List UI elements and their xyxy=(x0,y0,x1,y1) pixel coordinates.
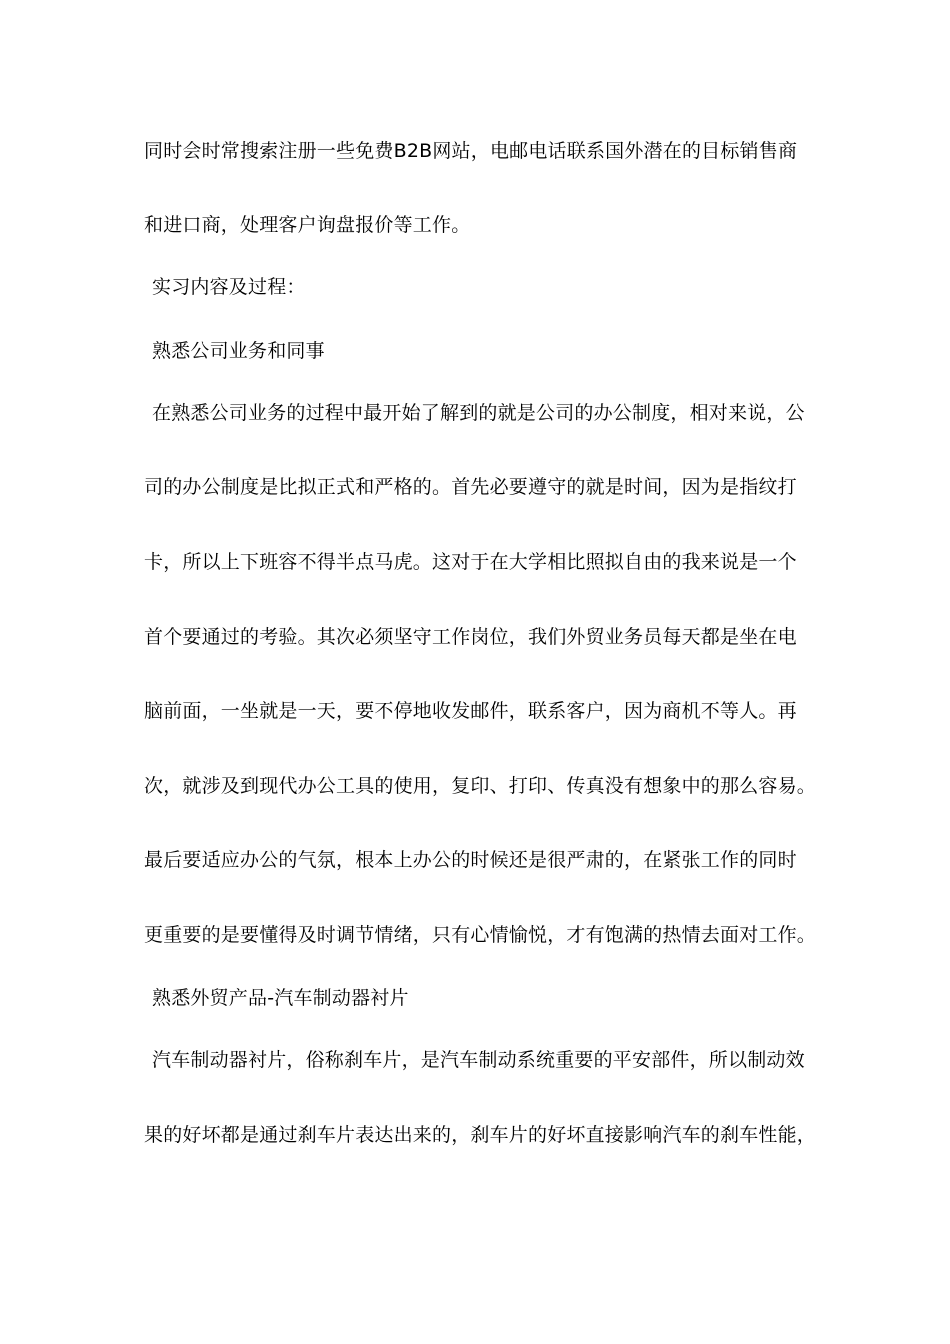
subsection-heading: 熟悉外贸产品-汽车制动器衬片 xyxy=(152,987,409,1009)
paragraph-line: 最后要适应办公的气氛，根本上办公的时候还是很严肃的，在紧张工作的同时 xyxy=(144,849,797,871)
paragraph-line: 在熟悉公司业务的过程中最开始了解到的就是公司的办公制度，相对来说，公 xyxy=(152,402,805,424)
paragraph-line: 卡，所以上下班容不得半点马虎。这对于在大学相比照拟自由的我来说是一个 xyxy=(144,551,797,573)
paragraph-line: 更重要的是要懂得及时调节情绪，只有心情愉悦，才有饱满的热情去面对工作。 xyxy=(144,924,817,946)
paragraph-line: 果的好坏都是通过刹车片表达出来的，刹车片的好坏直接影响汽车的刹车性能， xyxy=(144,1124,817,1146)
paragraph-line: 汽车制动器衬片，俗称刹车片，是汽车制动系统重要的平安部件，所以制动效 xyxy=(152,1049,805,1071)
paragraph-line: 和进口商，处理客户询盘报价等工作。 xyxy=(144,214,471,236)
section-heading: 实习内容及过程： xyxy=(152,276,306,298)
paragraph-line: 司的办公制度是比拟正式和严格的。首先必要遵守的就是时间，因为是指纹打 xyxy=(144,476,797,498)
paragraph-line: 首个要通过的考验。其次必须坚守工作岗位，我们外贸业务员每天都是坐在电 xyxy=(144,626,797,648)
paragraph-line: 次，就涉及到现代办公工具的使用，复印、打印、传真没有想象中的那么容易。 xyxy=(144,775,817,797)
paragraph-line: 同时会时常搜索注册一些免费B2B网站，电邮电话联系国外潜在的目标销售商 xyxy=(144,140,798,162)
paragraph-line: 脑前面，一坐就是一天，要不停地收发邮件，联系客户，因为商机不等人。再 xyxy=(144,700,797,722)
subsection-heading: 熟悉公司业务和同事 xyxy=(152,340,325,362)
